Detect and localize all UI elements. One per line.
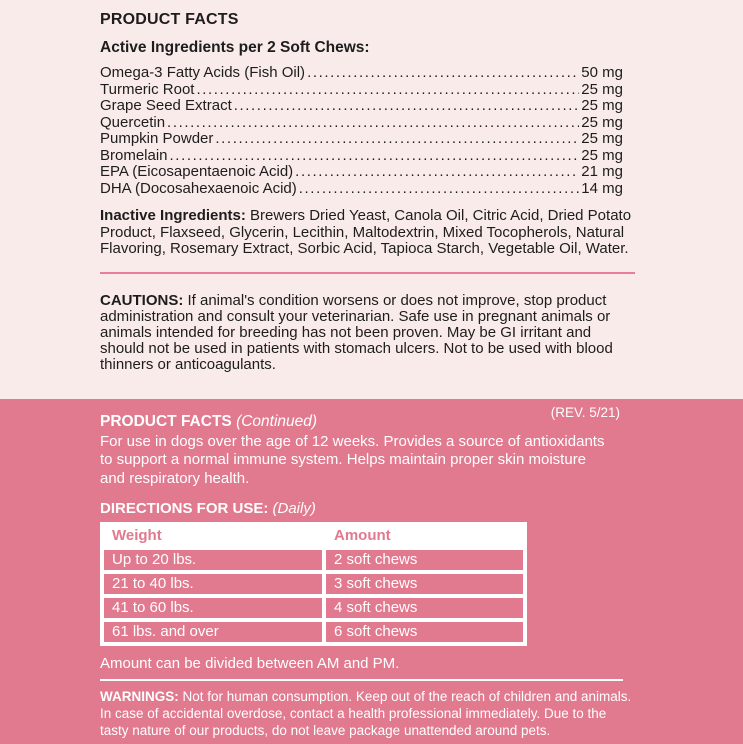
ingredient-row [100,82,623,99]
section-divider [100,272,635,274]
continued-suffix: (Continued) [236,413,318,430]
ingredient-amount: 25 mg [581,80,623,98]
directions-daily-suffix: (Daily) [272,499,316,517]
usage-description: For use in dogs over the age of 12 weeks. Provides a source of antioxidants to support a normal immune system. Helps maintain proper skin moisture and respiratory health. [100,433,605,487]
ingredient-amount: 14 mg [581,179,623,197]
inactive-ingredients-label: Inactive Ingredients: [100,207,246,224]
weight-cell: 21 to 40 lbs. [104,574,322,594]
ingredient-amount: 25 mg [581,146,623,164]
ingredient-row [100,164,623,181]
table-row [104,622,523,642]
warnings-paragraph [100,688,637,740]
ingredient-row [100,65,623,82]
product-facts-continued-panel [0,399,743,744]
ingredient-amount: 25 mg [581,130,623,147]
table-row [104,550,523,570]
cautions-paragraph [100,293,625,374]
ingredient-amount: 25 mg [581,113,623,131]
weight-cell: Up to 20 lbs. [104,550,322,570]
cautions-text: If animal's condition worsens or does not improve, stop product administration and consult your veterinarian. Safe use in pregnant animals or animals intended for breeding has not been proven. May be GI irritant and should not be used in patients with stomach ulcers. Not to be used with blood thinners or anticoagulants. [100,291,613,374]
active-ingredients-heading: Active Ingredients per 2 Soft Chews: [100,39,370,56]
ingredient-name: Quercetin [100,113,166,131]
weight-cell: 61 lbs. and over [104,622,322,642]
dosage-table-header-row [104,526,523,546]
am-pm-note: Amount can be divided between AM and PM. [100,654,400,672]
warnings-divider [100,679,623,681]
ingredient-name: Turmeric Root [100,80,195,98]
dosage-table [100,522,527,646]
ingredient-name: EPA (Eicosapentaenoic Acid) [100,163,294,180]
cautions-label: CAUTIONS: [100,291,184,309]
table-row [104,574,523,594]
dot-leader [196,82,579,99]
table-row [104,598,523,618]
warnings-label: WARNINGS: [100,688,179,704]
dot-leader [234,98,580,115]
ingredient-name: Omega-3 Fatty Acids (Fish Oil) [100,64,306,81]
ingredient-amount: 50 mg [581,64,623,81]
continued-title-text: PRODUCT FACTS [100,413,232,430]
active-ingredients-list [100,65,623,197]
weight-column-header: Weight [112,526,162,544]
ingredient-row [100,131,623,148]
dot-leader [167,115,579,132]
revision-label: (REV. 5/21) [550,405,620,420]
ingredient-name: DHA (Docosahexaenoic Acid) [100,179,297,197]
weight-cell: 41 to 60 lbs. [104,598,322,618]
product-facts-title: PRODUCT FACTS [100,11,239,28]
inactive-ingredients-paragraph [100,208,637,258]
dot-leader [170,148,580,165]
ingredient-row [100,115,623,132]
inactive-ingredients-text: Brewers Dried Yeast, Canola Oil, Citric Acid, Dried Potato Product, Flaxseed, Glycerin, Lecithin, Maltodextrin, Mixed Tocopherols, Natural Flavoring, Rosemary Extract, Sorbic Acid, Tapioca Starch, Vegetable Oil, Water. [100,207,632,257]
ingredient-row [100,148,623,165]
directions-label: DIRECTIONS FOR USE: [100,499,269,517]
amount-cell: 2 soft chews [326,550,523,570]
dot-leader [307,65,579,82]
dot-leader [215,131,579,148]
ingredient-name: Pumpkin Powder [100,130,214,147]
warnings-text: Not for human consumption. Keep out of the reach of children and animals. In case of accidental overdose, contact a health professional immediately. Due to the tasty nature of our products, do not leave package unattended around pets. [100,688,632,739]
ingredient-row [100,181,623,198]
ingredient-amount: 21 mg [581,163,623,180]
directions-heading [100,500,637,517]
ingredient-name: Grape Seed Extract [100,97,232,114]
dot-leader [295,164,579,181]
amount-cell: 4 soft chews [326,598,523,618]
amount-cell: 3 soft chews [326,574,523,594]
amount-column-header: Amount [334,526,391,544]
dot-leader [299,181,580,198]
ingredient-row [100,98,623,115]
ingredient-amount: 25 mg [581,97,623,114]
amount-cell: 6 soft chews [326,622,523,642]
ingredient-name: Bromelain [100,146,168,164]
